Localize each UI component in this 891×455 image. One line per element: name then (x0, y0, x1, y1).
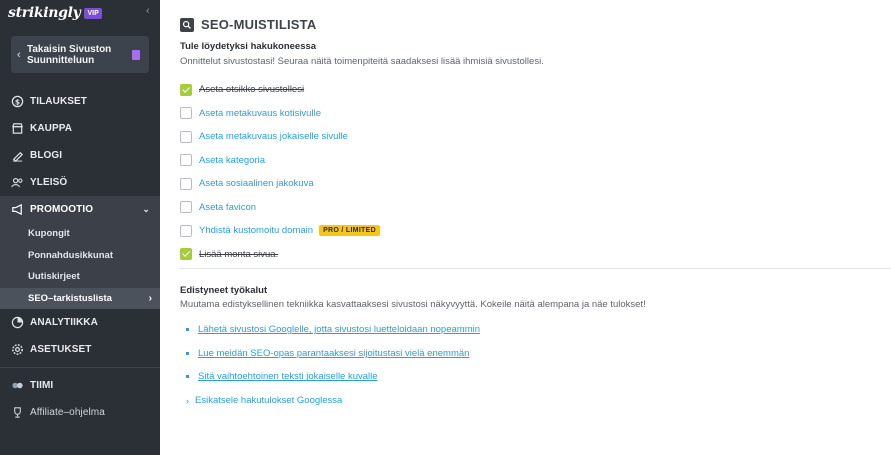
seo-search-icon (180, 18, 194, 32)
checkbox[interactable] (180, 225, 192, 237)
list-item (186, 342, 706, 366)
page-header (180, 17, 316, 32)
advanced-section-description: Muutama edistyksellinen tekniikka kasvattaaksesi sivustosi näkyvyyttä. Kokeile näitä alempana ja näe tulokset! (180, 299, 646, 310)
brand-logo: strikingly (8, 5, 81, 21)
chevron-right-icon: › (186, 395, 189, 406)
bullet-icon (186, 352, 189, 355)
sidebar-item-audience[interactable] (0, 169, 160, 196)
chevron-left-icon: ‹ (17, 48, 21, 61)
sidebar-item-team[interactable] (0, 372, 160, 399)
vip-badge: VIP (84, 8, 101, 19)
megaphone-icon (10, 203, 24, 217)
store-icon (10, 122, 24, 136)
search-preview-toggle[interactable] (186, 389, 706, 413)
checkbox[interactable] (180, 107, 192, 119)
checklist-item-favicon[interactable] (180, 196, 580, 220)
search-preview-label: Esikatsele hakutulokset Googlessa (195, 395, 343, 407)
checklist-label: Aseta otsikko sivustollesi (199, 84, 305, 96)
audience-icon (10, 176, 24, 190)
sidebar-item-blog[interactable] (0, 142, 160, 169)
checklist-label: Lisää monta sivua. (199, 248, 279, 260)
sidebar-item-label: KAUPPA (30, 123, 73, 134)
sidebar-item-settings[interactable] (0, 336, 160, 363)
team-icon (10, 379, 24, 393)
checklist-item-social-image[interactable] (180, 172, 580, 196)
page-title: SEO-MUISTILISTA (201, 17, 317, 32)
checklist-item-category[interactable] (180, 149, 580, 173)
checklist-link[interactable]: Yhdistä kustomoitu domain (199, 225, 314, 237)
sidebar-item-orders[interactable] (0, 88, 160, 115)
checkbox-checked[interactable] (180, 248, 192, 260)
back-to-editor-button[interactable] (11, 36, 149, 73)
main-content (160, 0, 891, 455)
chevron-right-icon: › (148, 292, 152, 304)
checkbox[interactable] (180, 178, 192, 190)
sidebar-divider (0, 367, 160, 368)
sidebar-item-label: Affiliate–ohjelma (30, 407, 105, 418)
analytics-icon (10, 316, 24, 330)
checklist-link[interactable]: Aseta sosiaalinen jakokuva (199, 178, 314, 190)
sidebar-item-label: ANALYTIIKKA (30, 317, 98, 328)
collapse-sidebar-icon[interactable]: ‹ (146, 5, 150, 17)
list-item (186, 318, 706, 342)
promotion-submenu (0, 223, 160, 309)
site-editor-icon (132, 50, 140, 60)
checkbox[interactable] (180, 154, 192, 166)
checkbox-checked[interactable] (180, 84, 192, 96)
checklist-item-custom-domain[interactable] (180, 219, 580, 243)
checklist-item-homepage-meta[interactable] (180, 102, 580, 126)
checklist-item-multiple-pages[interactable] (180, 243, 580, 267)
sidebar-item-label: ASETUKSET (30, 344, 92, 355)
checklist-link[interactable]: Aseta metakuvaus jokaiselle sivulle (199, 131, 348, 143)
submenu-item-label: SEO–tarkistuslista (28, 292, 112, 304)
sidebar (0, 0, 160, 455)
sidebar-item-promotion[interactable] (0, 196, 160, 223)
svg-text:$: $ (14, 97, 20, 107)
advanced-links-list (186, 318, 706, 412)
submenu-item-coupons[interactable]: Kupongit (28, 228, 70, 240)
checkbox[interactable] (180, 201, 192, 213)
brand[interactable] (8, 4, 102, 22)
sidebar-item-label: PROMOOTIO (30, 204, 94, 215)
sidebar-item-label: TIIMI (30, 380, 54, 391)
sidebar-item-analytics[interactable] (0, 309, 160, 336)
bullet-icon (186, 375, 189, 378)
sidebar-nav (0, 88, 160, 426)
bullet-icon (186, 328, 189, 331)
blog-pen-icon (10, 149, 24, 163)
checklist-link[interactable]: Aseta metakuvaus kotisivulle (199, 107, 321, 119)
alt-text-link[interactable]: Sitä vaihtoehtoinen teksti jokaiselle kuvalle (198, 371, 378, 383)
dollar-icon (10, 95, 24, 109)
list-item (186, 365, 706, 389)
sidebar-item-label: YLEISÖ (30, 177, 68, 188)
checklist-item-page-meta[interactable] (180, 125, 580, 149)
back-to-editor-label: Takaisin Sivuston Suunnitteluun (27, 43, 112, 66)
section-divider (180, 268, 891, 269)
seo-guide-link[interactable]: Lue meidän SEO-opas parantaaksesi sijoitustasi vielä enemmän (198, 347, 470, 359)
submit-to-google-link[interactable]: Lähetä sivustosi Googlelle, jotta sivustosi luetteloidaan nopeammin (198, 324, 480, 336)
found-section-title: Tule löydetyksi hakukoneessa (180, 41, 317, 52)
seo-checklist (180, 78, 580, 266)
submenu-item-popups[interactable]: Ponnahdusikkunat (28, 249, 113, 261)
checklist-link[interactable]: Aseta favicon (199, 201, 257, 213)
sidebar-item-store[interactable] (0, 115, 160, 142)
pro-limited-badge: PRO / LIMITED (319, 225, 380, 236)
sidebar-item-affiliate[interactable] (0, 399, 160, 426)
trophy-icon (10, 406, 24, 420)
sidebar-item-label: BLOGI (30, 150, 63, 161)
checklist-item-site-title[interactable] (180, 78, 580, 102)
sidebar-item-label: TILAUKSET (30, 96, 88, 107)
chevron-down-icon: ⌄ (142, 204, 150, 214)
found-section-description: Onnittelut sivustostasi! Seuraa näitä toimenpiteitä saadaksesi lisää ihmisiä sivustollesi. (180, 56, 544, 67)
advanced-section-title: Edistyneet työkalut (180, 285, 268, 296)
submenu-item-seo-checklist[interactable] (0, 288, 160, 310)
checklist-link[interactable]: Aseta kategoria (199, 154, 266, 166)
submenu-item-newsletters[interactable]: Uutiskirjeet (28, 271, 80, 283)
checkbox[interactable] (180, 131, 192, 143)
settings-gear-icon (10, 343, 24, 357)
